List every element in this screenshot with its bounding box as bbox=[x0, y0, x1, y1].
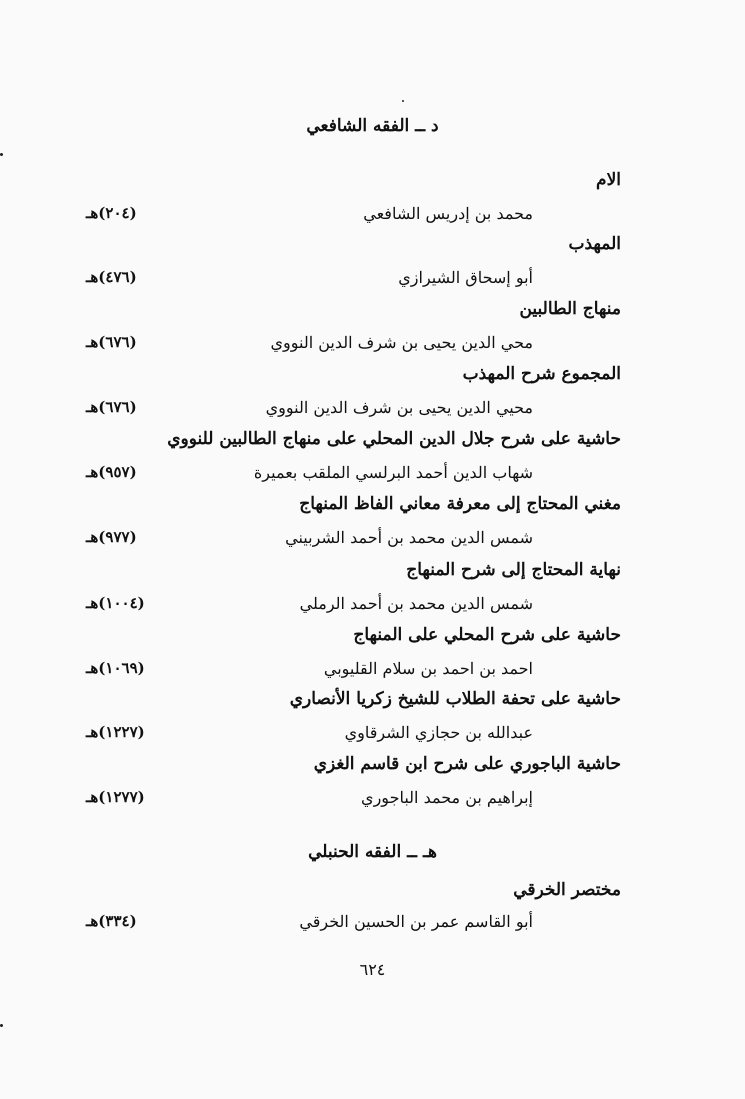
book-title: مختصر الخرقي bbox=[513, 880, 621, 900]
book-author: شمس الدين محمد بن أحمد الرملي bbox=[299, 594, 533, 613]
book-author: شهاب الدين أحمد البرلسي الملقب بعميرة bbox=[253, 463, 533, 482]
book-author: إبراهيم بن محمد الباجوري bbox=[361, 788, 533, 807]
book-date: (١٢٢٧)هـ bbox=[86, 723, 145, 741]
scan-mark-bottom-left bbox=[0, 1024, 3, 1027]
book-title: الام bbox=[596, 170, 621, 190]
book-author: محيي الدين يحيى بن شرف الدين النووي bbox=[265, 398, 533, 417]
scan-mark-top-center bbox=[402, 100, 404, 102]
scan-mark-top-left bbox=[0, 153, 3, 156]
book-author: أبو إسحاق الشيرازي bbox=[398, 268, 533, 287]
page-number: ٦٢٤ bbox=[359, 960, 386, 979]
book-author: شمس الدين محمد بن أحمد الشربيني bbox=[285, 528, 533, 547]
book-title: حاشية على شرح المحلي على المنهاج bbox=[353, 625, 621, 645]
section-heading-shafii: د ــ الفقه الشافعي bbox=[306, 116, 439, 136]
book-title: مغني المحتاج إلى معرفة معاني الفاظ المنهاج bbox=[299, 494, 621, 514]
book-date: (٦٧٦)هـ bbox=[86, 333, 137, 351]
book-date: (١٠٠٤)هـ bbox=[86, 594, 145, 612]
book-author: عبدالله بن حجازي الشرقاوي bbox=[344, 723, 533, 742]
book-title: منهاج الطالبين bbox=[519, 299, 621, 319]
book-date: (٦٧٦)هـ bbox=[86, 398, 137, 416]
book-title: حاشية على شرح جلال الدين المحلي على منهاج الطالبين للنووي bbox=[167, 429, 621, 449]
book-author: محمد بن إدريس الشافعي bbox=[363, 204, 533, 223]
book-author: احمد بن احمد بن سلام القليوبي bbox=[323, 659, 533, 678]
book-date: (٣٣٤)هـ bbox=[86, 912, 137, 930]
book-title: حاشية الباجوري على شرح ابن قاسم الغزي bbox=[313, 754, 621, 774]
book-title: نهاية المحتاج إلى شرح المنهاج bbox=[406, 560, 621, 580]
book-author: أبو القاسم عمر بن الحسين الخرقي bbox=[299, 912, 533, 931]
book-title: حاشية على تحفة الطلاب للشيخ زكريا الأنصاري bbox=[289, 689, 621, 709]
book-date: (١٠٦٩)هـ bbox=[86, 659, 145, 677]
book-date: (٩٧٧)هـ bbox=[86, 528, 137, 546]
book-title: المهذب bbox=[568, 234, 621, 254]
book-date: (٩٥٧)هـ bbox=[86, 463, 137, 481]
book-date: (٤٧٦)هـ bbox=[86, 268, 137, 286]
book-title: المجموع شرح المهذب bbox=[462, 364, 621, 384]
book-author: محي الدين يحيى بن شرف الدين النووي bbox=[270, 333, 533, 352]
book-date: (٢٠٤)هـ bbox=[86, 204, 137, 222]
book-date: (١٢٧٧)هـ bbox=[86, 788, 145, 806]
section-heading-hanbali: هـ ــ الفقه الحنبلي bbox=[308, 842, 437, 862]
